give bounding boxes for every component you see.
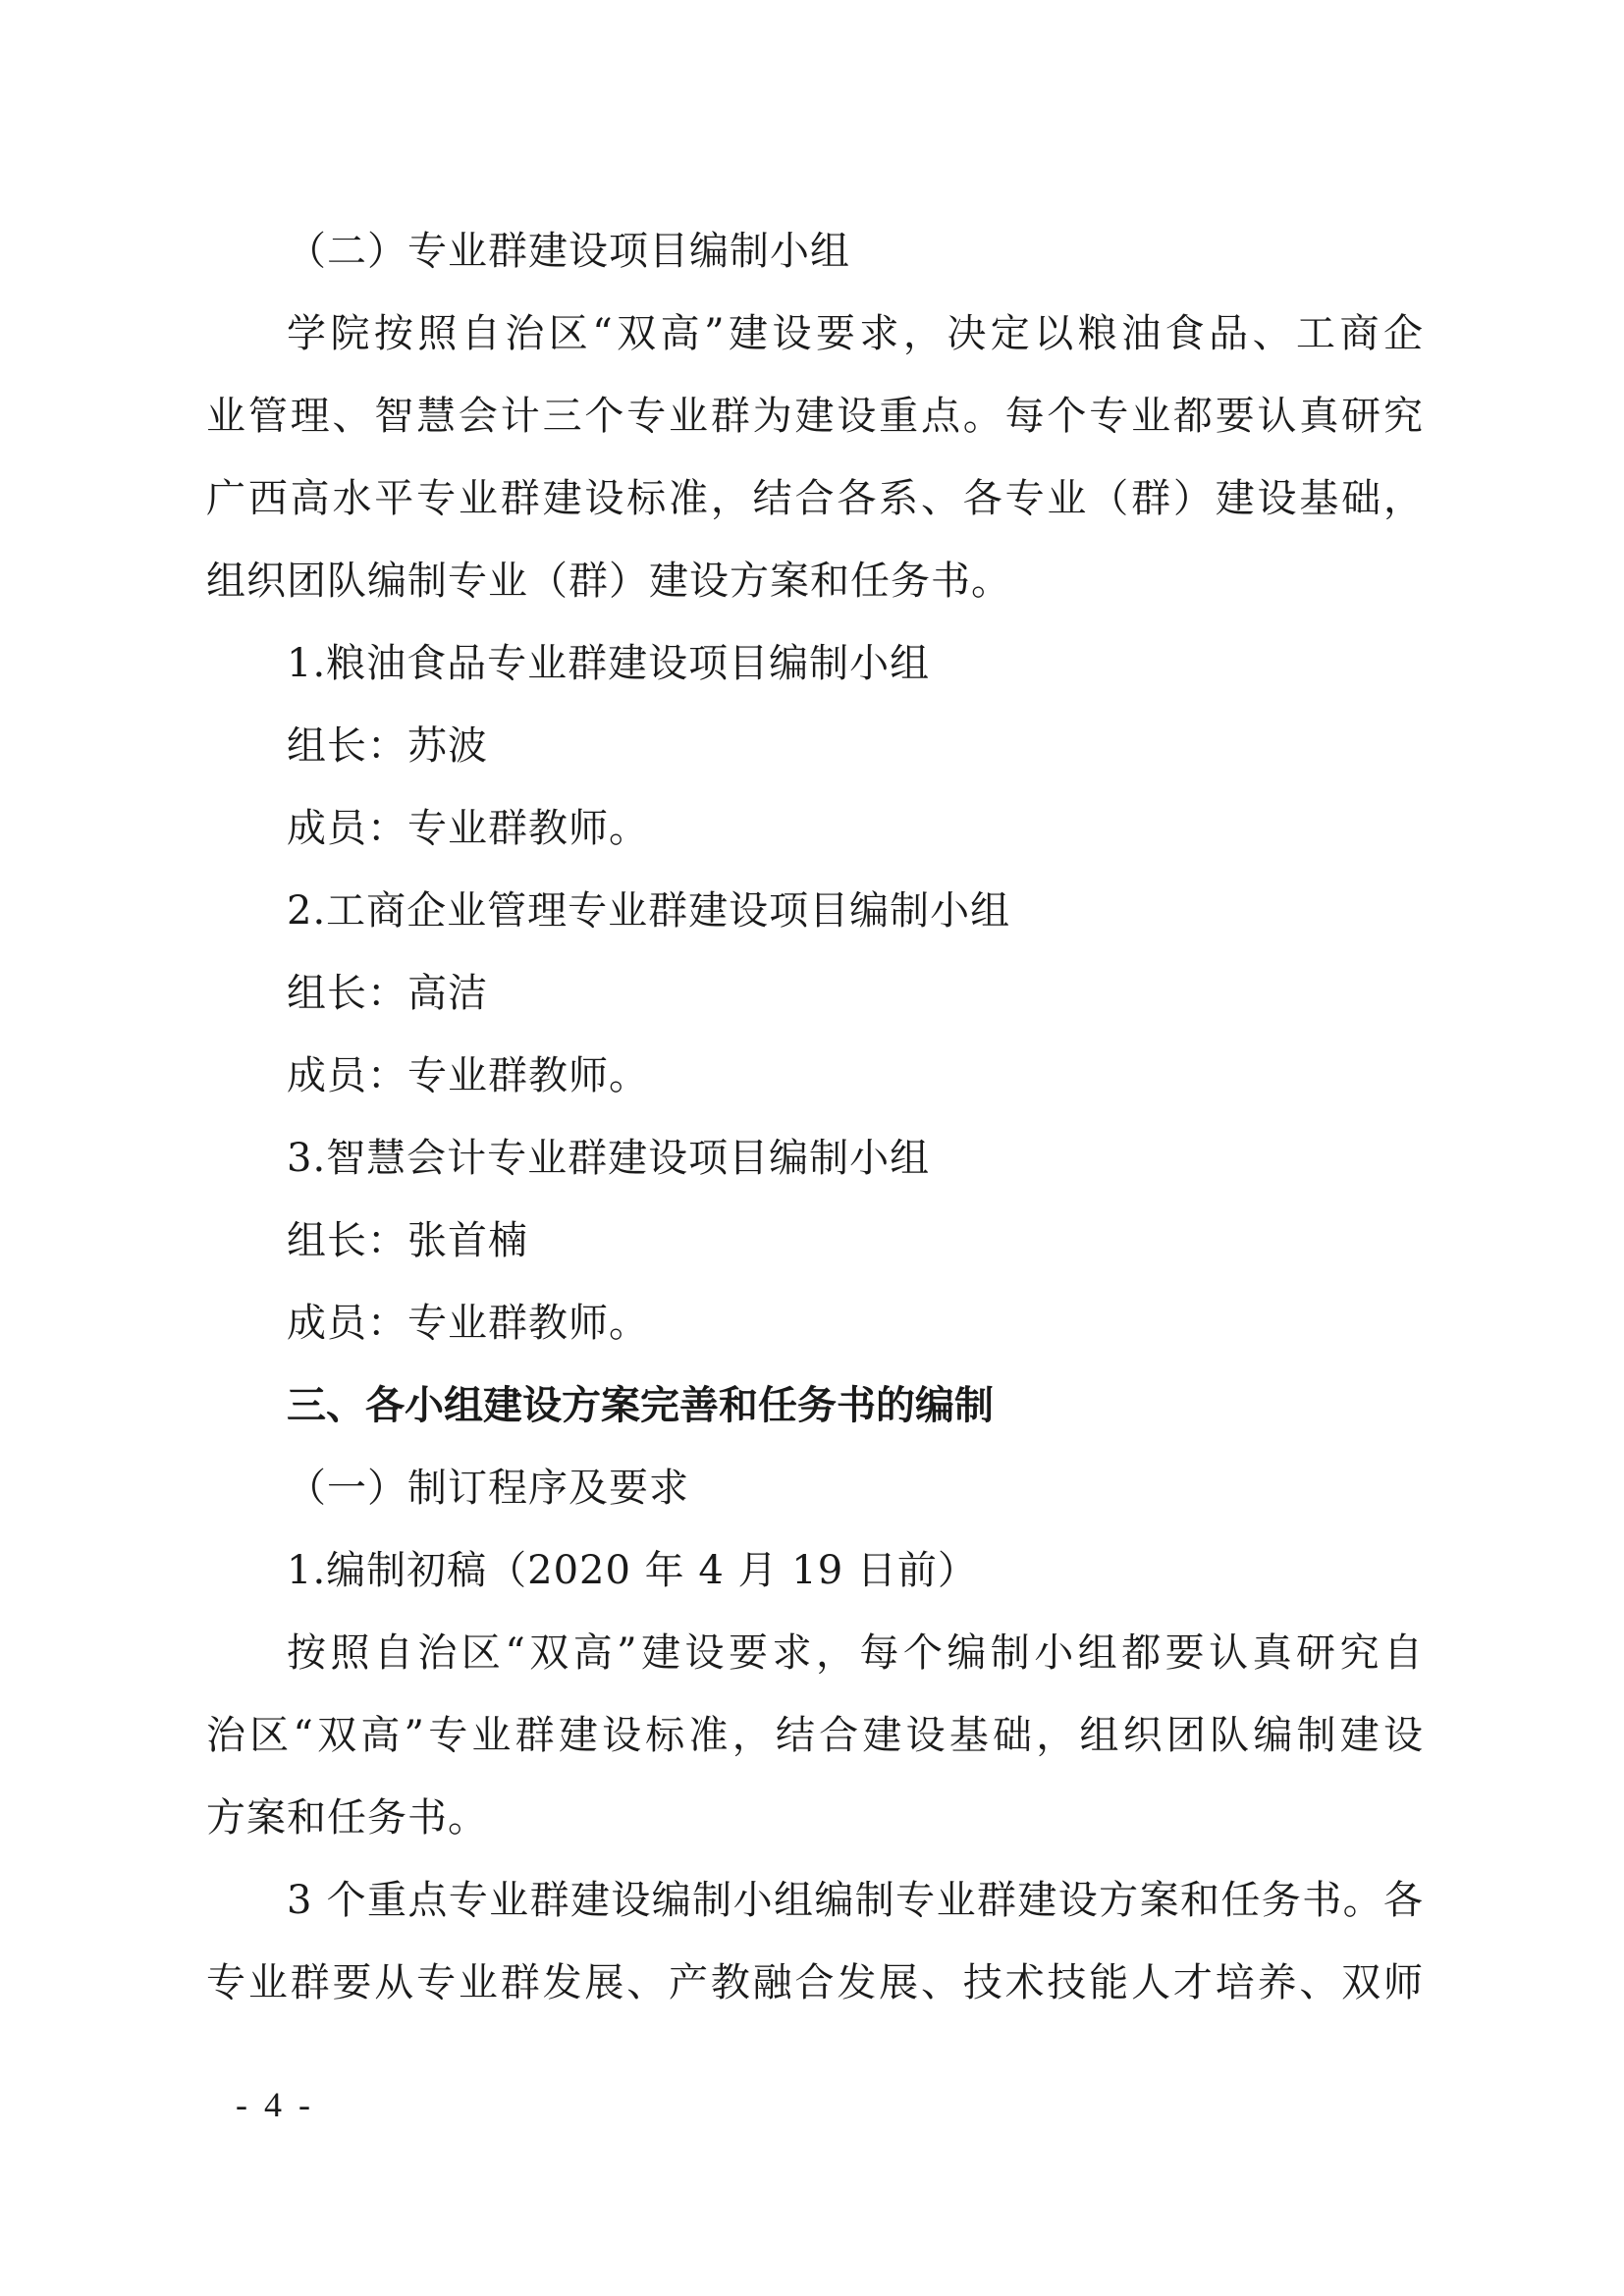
group-title: 3.智慧会计专业群建设项目编制小组: [287, 1136, 931, 1181]
group-leader: 组长：高洁: [287, 971, 488, 1016]
step1-paragraph2-line: 3 个重点专业群建设编制小组编制专业群建设方案和任务书。各: [287, 1878, 1424, 1923]
group-leader: 组长：张首楠: [287, 1218, 528, 1263]
intro-paragraph-line: 广西高水平专业群建设标准，结合各系、各专业（群）建设基础，: [206, 476, 1424, 521]
intro-paragraph-line: 学院按照自治区“双高”建设要求，决定以粮油食品、工商企: [287, 311, 1424, 356]
group-leader: 组长：苏波: [287, 723, 488, 769]
subsection-heading: （一）制订程序及要求: [287, 1466, 689, 1511]
group-members: 成员：专业群教师。: [287, 1053, 649, 1098]
section-heading: （二）专业群建设项目编制小组: [287, 229, 850, 274]
group-members: 成员：专业群教师。: [287, 1301, 649, 1346]
step1-paragraph2-line: 专业群要从专业群发展、产教融合发展、技术技能人才培养、双师: [206, 1960, 1424, 2005]
group-title: 1.粮油食品专业群建设项目编制小组: [287, 641, 931, 686]
intro-paragraph-line: 组织团队编制专业（群）建设方案和任务书。: [206, 559, 1011, 604]
group-members: 成员：专业群教师。: [287, 806, 649, 851]
step1-paragraph-line: 方案和任务书。: [206, 1795, 488, 1841]
group-title: 2.工商企业管理专业群建设项目编制小组: [287, 888, 1011, 934]
step1-paragraph-line: 按照自治区“双高”建设要求，每个编制小组都要认真研究自: [287, 1630, 1424, 1676]
page-number: - 4 -: [236, 2085, 314, 2124]
part3-heading: 三、各小组建设方案完善和任务书的编制: [287, 1383, 994, 1428]
step1-paragraph-line: 治区“双高”专业群建设标准，结合建设基础，组织团队编制建设: [206, 1713, 1424, 1758]
intro-paragraph-line: 业管理、智慧会计三个专业群为建设重点。每个专业都要认真研究: [206, 394, 1424, 439]
step1-title: 1.编制初稿（2020 年 4 月 19 日前）: [287, 1548, 978, 1593]
